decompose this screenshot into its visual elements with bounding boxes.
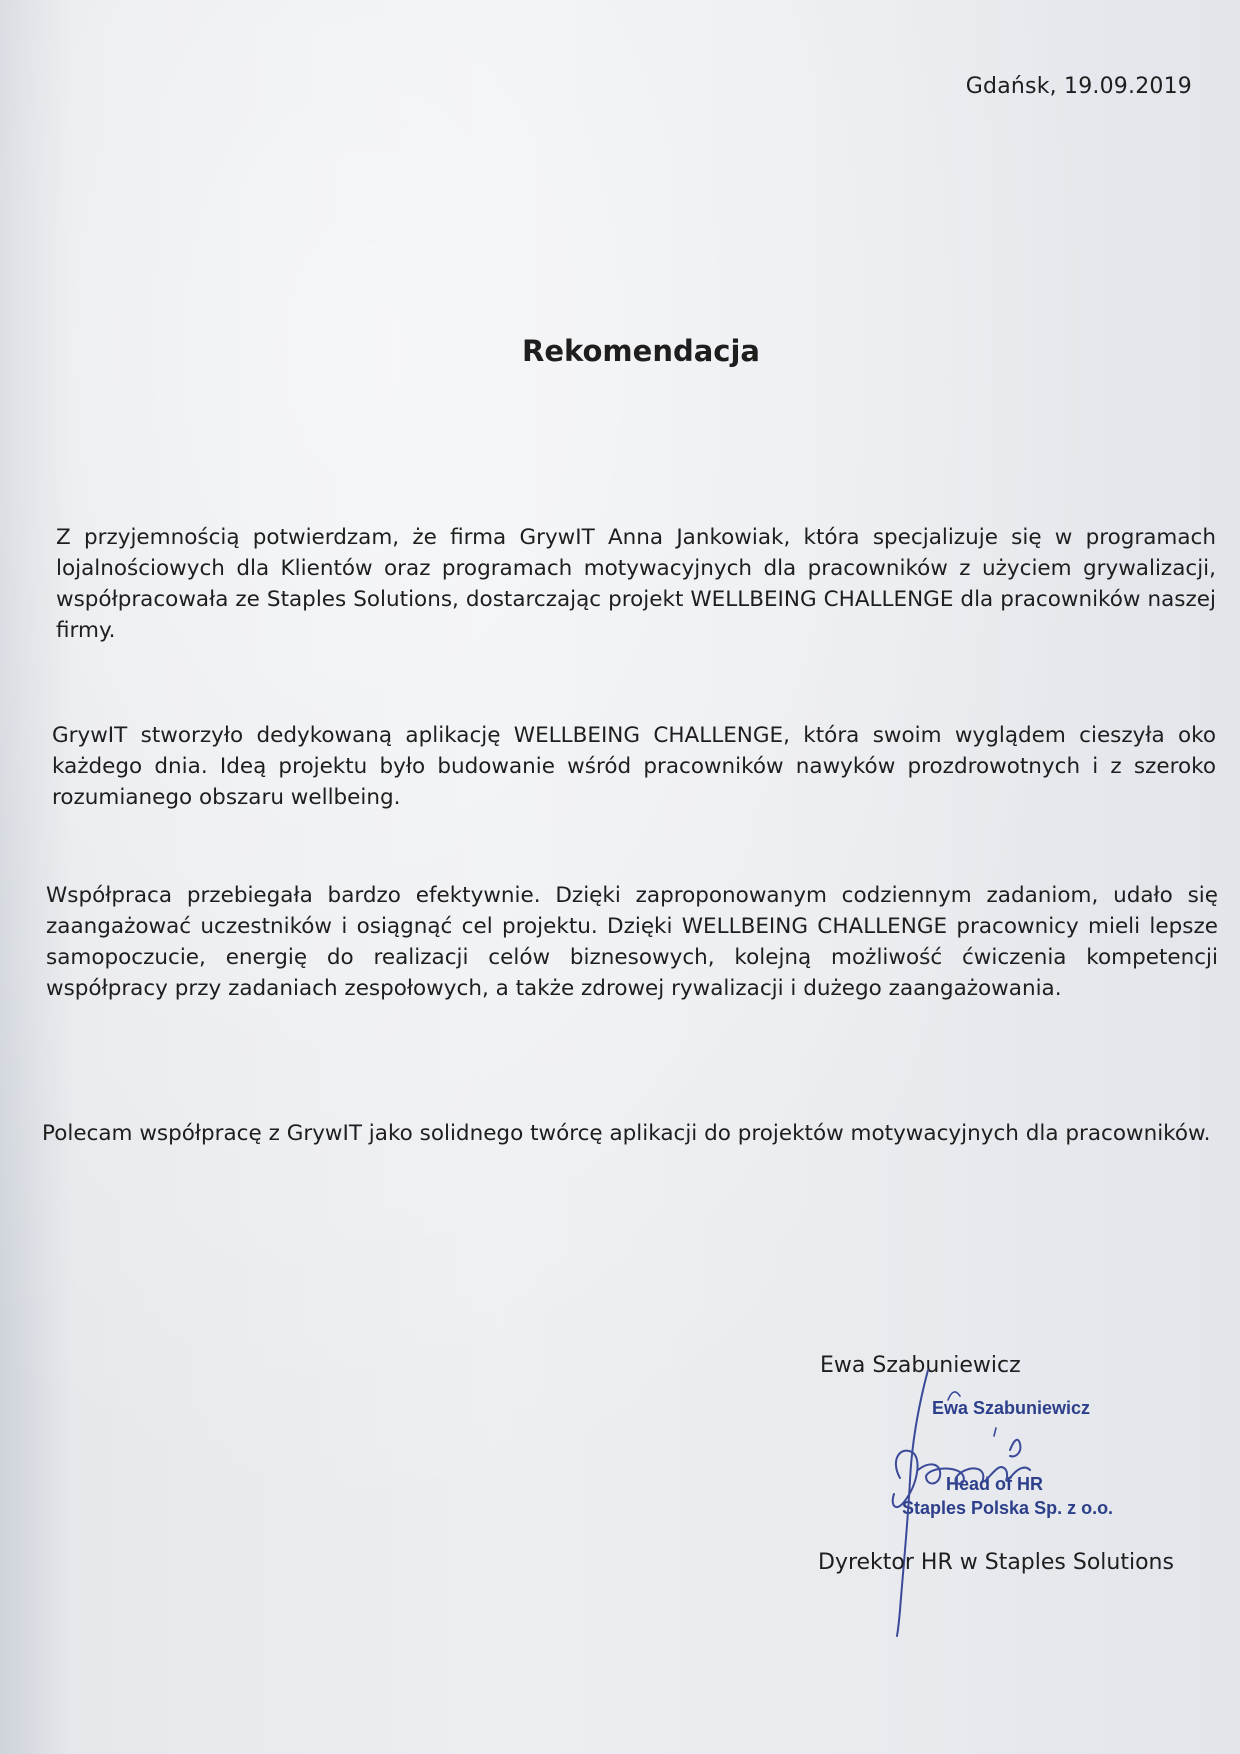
stamp-company: Staples Polska Sp. z o.o. (902, 1498, 1114, 1518)
handwritten-signature (860, 1360, 1120, 1640)
signer-title: Dyrektor HR w Staples Solutions (818, 1550, 1174, 1575)
paragraph-2: GrywIT stworzyło dedykowaną aplikację WELLBEING CHALLENGE, która swoim wyglądem cieszyła oko każdego dnia. Ideą projektu było budowanie wśród pracowników nawyków prozdrowotnych i z szeroko rozumianego obszaru wellbeing. (52, 723, 1216, 810)
letter-title: Rekomendacja (522, 334, 760, 368)
stamp-role: Head of HR (946, 1474, 1044, 1494)
paragraph-4: Polecam współpracę z GrywIT jako solidnego twórcę aplikacji do projektów motywacyjnych dla pracowników. (42, 1121, 1211, 1146)
paragraph-3: Współpraca przebiegała bardzo efektywnie. Dzięki zaproponowanym codziennym zadaniom, udało się zaangażować uczestników i osiągnąć cel projektu. Dzięki WELLBEING CHALLENGE pracownicy mieli lepsze samopoczucie, energię do realizacji celów biznesowych, kolejną możliwość ćwiczenia kompetencji współpracy przy zadaniach zespołowych, a także zdrowej rywalizacji i dużego zaangażowania. (46, 883, 1218, 1001)
paragraph-1: Z przyjemnością potwierdzam, że firma GrywIT Anna Jankowiak, która specjalizuje się w programach lojalnościowych dla Klientów oraz programach motywacyjnych dla pracowników z użyciem grywalizacji, współpracowała ze Staples Solutions, dostarczając projekt WELLBEING CHALLENGE dla pracowników naszej firmy. (56, 525, 1216, 643)
signer-name: Ewa Szabuniewicz (820, 1353, 1021, 1378)
stamp-name: Ewa Szabuniewicz (932, 1398, 1091, 1418)
date-line: Gdańsk, 19.09.2019 (965, 74, 1192, 99)
